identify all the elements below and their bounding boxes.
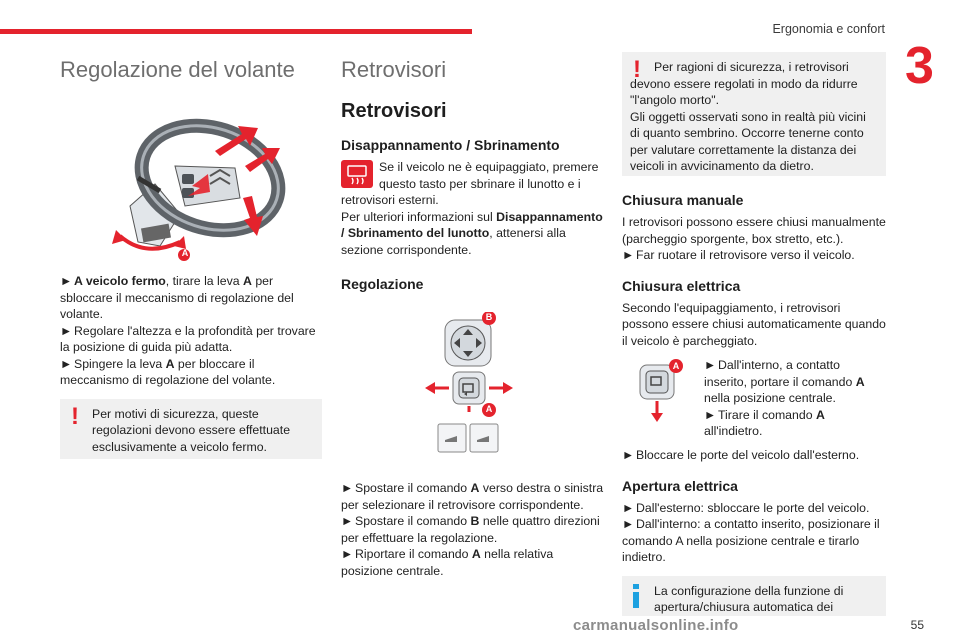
regolazione-step-2: ► Spostare il comando B nelle quattro direzioni per effettuare la regolazione.: [341, 514, 600, 545]
apertura-step-1: ► Dall'esterno: sbloccare le porte del veicolo.: [622, 500, 870, 515]
warning-icon: !: [71, 402, 79, 430]
fold-switch-icon: [632, 359, 692, 425]
defrost-text: Se il veicolo ne è equipaggiato, premere questo tasto per sbrinare il lunotto e i retrovisori esterni.: [341, 160, 599, 207]
page-number: 55: [910, 618, 924, 632]
defrost-icon: [341, 160, 373, 188]
mirror-control-illustration: [341, 312, 606, 462]
section-title: Ergonomia e confort: [772, 22, 885, 36]
steering-warning-box: [60, 399, 322, 459]
apertura-heading: Apertura elettrica: [622, 477, 738, 494]
manual-step: ► Far ruotare il retrovisore verso il veicolo.: [622, 248, 855, 262]
steering-step-2: ► Regolare l'altezza e la profondità per trovare la posizione di guida più adatta.: [60, 323, 316, 354]
regolazione-step-3: ► Riportare il comando A nella relativa posizione centrale.: [341, 547, 554, 578]
manual-text: I retrovisori possono essere chiusi manualmente (parcheggio sporgente, box stretto, etc.).: [622, 215, 886, 246]
mirror-control-icon: [341, 312, 606, 462]
elettrica-step-3: ► Bloccare le porte del veicolo dall'esterno.: [622, 448, 860, 462]
mirrors-warning-l2: Gli oggetti osservati sono in realtà più vicini di quanto sembrino. Occorre tenerne conto per valutare correttamente la distanza dei veicoli in avvicinamento da dietro.: [630, 109, 866, 173]
closing-column: [622, 52, 886, 616]
mirrors-title: Retrovisori: [341, 57, 447, 82]
mirror-a-label: A: [485, 404, 493, 414]
steering-step-1: ► A veicolo fermo, tirare la leva A per sbloccare il meccanismo di regolazione del volante.: [60, 274, 294, 321]
mirrors-warning-box: [622, 52, 886, 176]
elettrica-step-1: ► Dall'interno, a contatto inserito, portare il comando A nella posizione centrale.: [704, 358, 865, 405]
regolazione-heading: Regolazione: [341, 276, 424, 292]
manual-heading: Chiusura manuale: [622, 192, 744, 208]
watermark: carmanualsonline.info: [573, 617, 739, 634]
elettrica-heading: Chiusura elettrica: [622, 277, 741, 294]
chapter-number: 3: [905, 37, 934, 95]
regolazione-step-1: ► Spostare il comando A verso destra o sinistra per selezionare il retrovisore corrispondente.: [341, 481, 604, 512]
steering-wheel-icon: [60, 96, 322, 261]
steering-title: Regolazione del volante: [60, 57, 295, 82]
info-box: [622, 576, 886, 616]
info-icon: [632, 584, 640, 608]
mirrors-warning-l1: Per ragioni di sicurezza, i retrovisori devono essere regolati in modo da ridurre "l'angolo morto".: [630, 60, 858, 107]
steering-step-3: ► Spingere la leva A per bloccare il meccanismo di regolazione del volante.: [60, 356, 276, 387]
warning-icon: !: [633, 56, 641, 83]
info-text: La configurazione della funzione di apertura/chiusura automatica dei: [654, 583, 844, 614]
mirrors-heading: Retrovisori: [341, 100, 447, 122]
fold-switch-a-label: A: [672, 361, 680, 371]
defrost-heading: Disappannamento / Sbrinamento: [341, 137, 560, 153]
header-accent-bar: [0, 29, 472, 34]
defrost-more: Per ulteriori informazioni sul Disappannamento / Sbrinamento del lunotto, attenersi alla sezione corrispondente.: [341, 209, 603, 257]
elettrica-text: Secondo l'equipaggiamento, i retrovisori possono essere chiusi automaticamente quando il veicolo è parcheggiato.: [622, 300, 886, 348]
steering-warning-text: Per motivi di sicurezza, queste regolazioni devono essere effettuate esclusivamente a veicolo fermo.: [92, 406, 291, 454]
mirror-b-label: B: [485, 312, 493, 322]
elettrica-steps-block: [622, 357, 886, 447]
elettrica-step-2: ► Tirare il comando A all'indietro.: [704, 407, 825, 438]
apertura-step-2: ► Dall'interno: a contatto inserito, posizionare il comando A nella posizione centrale e tirarlo indietro.: [622, 517, 880, 564]
mirrors-column: [341, 52, 606, 579]
steering-wheel-illustration: [60, 96, 322, 261]
steering-column: [60, 52, 322, 459]
lever-a-label: A: [181, 248, 189, 258]
